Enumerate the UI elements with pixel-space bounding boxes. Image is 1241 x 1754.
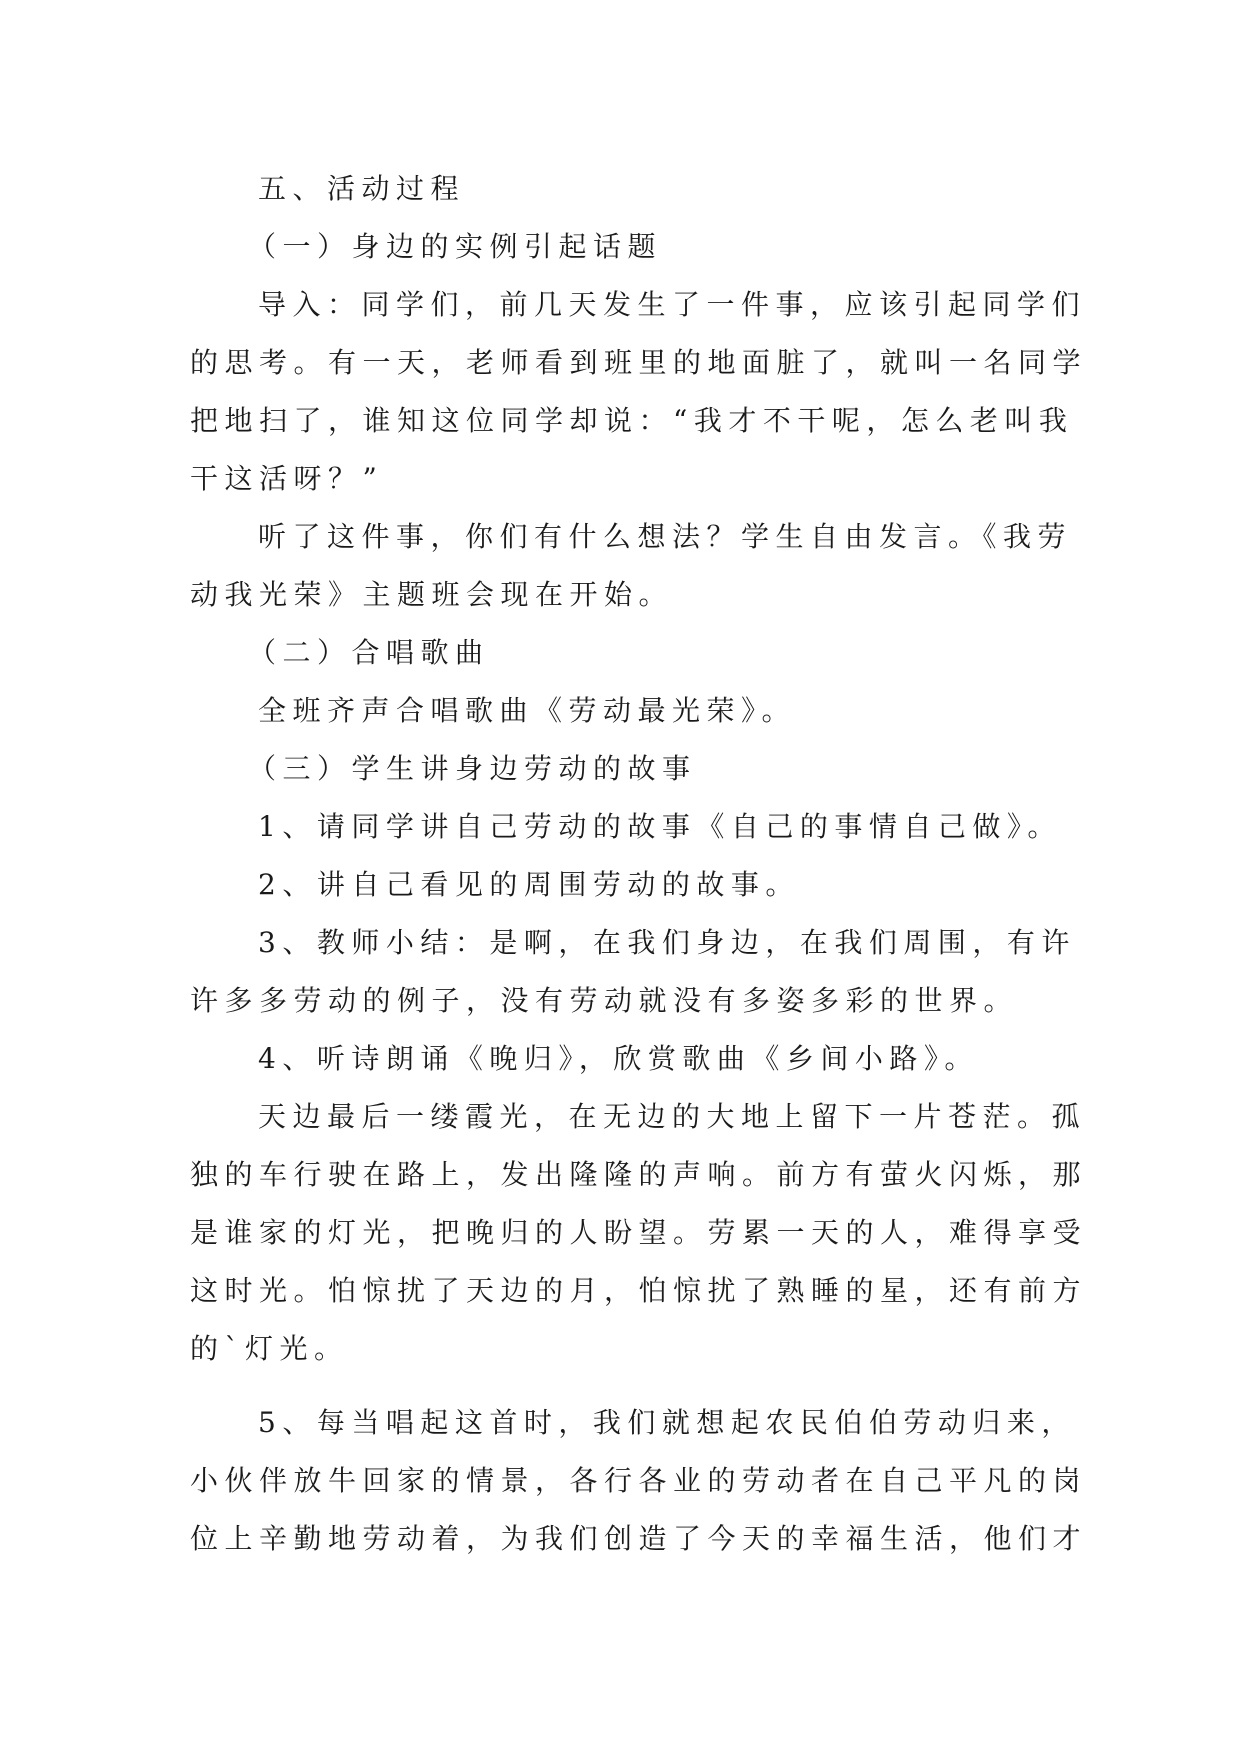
paragraph-line: 全班齐声合唱歌曲《劳动最光荣》。 <box>258 694 797 727</box>
subsection-heading-2: （二）合唱歌曲 <box>248 636 490 669</box>
paragraph-line: 小伙伴放牛回家的情景，各行各业的劳动者在自己平凡的岗 <box>190 1464 1088 1497</box>
poem-line: 是谁家的灯光，把晚归的人盼望。劳累一天的人，难得享受 <box>190 1216 1088 1249</box>
poem-line: 的`灯光。 <box>190 1332 349 1365</box>
paragraph-line: 把地扫了，谁知这位同学却说：“我才不干呢，怎么老叫我 <box>190 404 1074 437</box>
paragraph-gap <box>190 1378 1050 1394</box>
subsection-heading-1: （一）身边的实例引起话题 <box>248 230 663 263</box>
paragraph-line: 动我光荣》主题班会现在开始。 <box>190 578 674 611</box>
list-item: 1、请同学讲自己劳动的故事《自己的事情自己做》。 <box>258 810 1062 843</box>
section-heading: 五、活动过程 <box>258 172 466 205</box>
paragraph-line: 导入：同学们，前几天发生了一件事，应该引起同学们 <box>258 288 1087 321</box>
poem-line: 这时光。怕惊扰了天边的月，怕惊扰了熟睡的星，还有前方 <box>190 1274 1088 1307</box>
poem-line: 天边最后一缕霞光，在无边的大地上留下一片苍茫。孤 <box>258 1100 1087 1133</box>
paragraph-line: 的思考。有一天，老师看到班里的地面脏了，就叫一名同学 <box>190 346 1088 379</box>
paragraph-line: 干这活呀？” <box>190 462 384 495</box>
list-item: 5、每当唱起这首时，我们就想起农民伯伯劳动归来， <box>258 1406 1076 1439</box>
paragraph-line: 许多多劳动的例子，没有劳动就没有多姿多彩的世界。 <box>190 984 1019 1017</box>
list-item: 2、讲自己看见的周围劳动的故事。 <box>258 868 800 901</box>
paragraph-line: 听了这件事，你们有什么想法？学生自由发言。《我劳 <box>258 520 1073 553</box>
list-item: 4、听诗朗诵《晚归》，欣赏歌曲《乡间小路》。 <box>258 1042 979 1075</box>
list-item: 3、教师小结：是啊，在我们身边，在我们周围，有许 <box>258 926 1076 959</box>
document-body <box>190 160 1088 1568</box>
poem-line: 独的车行驶在路上，发出隆隆的声响。前方有萤火闪烁，那 <box>190 1158 1088 1191</box>
paragraph-line: 位上辛勤地劳动着，为我们创造了今天的幸福生活，他们才 <box>190 1522 1088 1555</box>
subsection-heading-3: （三）学生讲身边劳动的故事 <box>248 752 697 785</box>
